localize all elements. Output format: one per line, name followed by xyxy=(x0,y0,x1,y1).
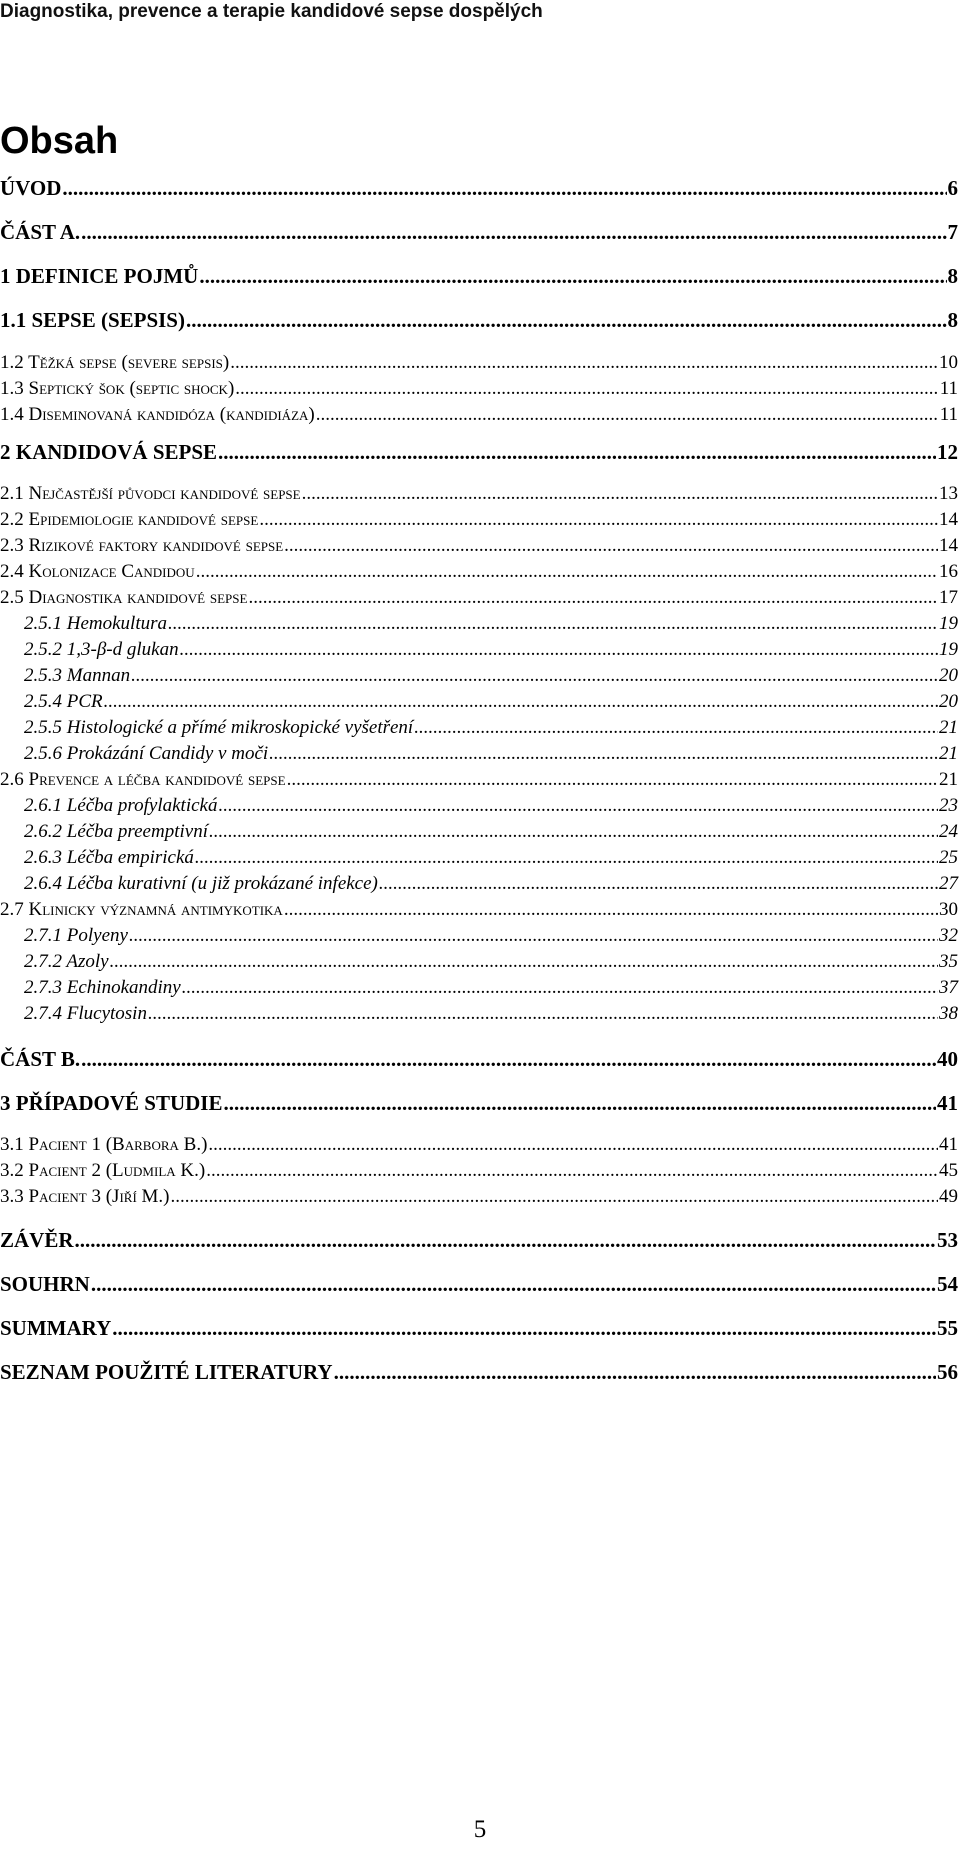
dot-leader xyxy=(235,378,938,400)
toc-entry-page: 16 xyxy=(939,561,958,582)
toc-entry-page: 23 xyxy=(939,795,958,816)
toc-heading: Obsah xyxy=(0,120,119,162)
toc-entry-page: 11 xyxy=(939,404,958,425)
dot-leader xyxy=(62,176,946,201)
toc-entry-2-7-4[interactable] xyxy=(0,1003,958,1029)
toc-entry-2-1[interactable] xyxy=(0,483,958,509)
toc-entry-page: 11 xyxy=(939,378,958,399)
toc-entry-page: 53 xyxy=(937,1228,958,1252)
toc-entry-page: 10 xyxy=(939,352,958,373)
dot-leader xyxy=(186,308,947,333)
toc-entry-label: ZÁVĚR xyxy=(0,1228,74,1252)
toc-entry-cast-b[interactable] xyxy=(0,1047,958,1073)
toc-entry-page: 55 xyxy=(937,1316,958,1340)
toc-entry-2[interactable] xyxy=(0,440,958,466)
toc-entry-3-3[interactable] xyxy=(0,1186,958,1212)
toc-entry-2-3[interactable] xyxy=(0,535,958,561)
dot-leader xyxy=(206,1160,938,1182)
toc-entry-page: 8 xyxy=(947,264,958,288)
dot-leader xyxy=(302,483,938,505)
toc-entry-label: 2.4 Kolonizace Candidou xyxy=(0,561,195,582)
toc-entry-page: 21 xyxy=(939,743,958,764)
toc-entry-page: 17 xyxy=(939,587,958,608)
toc-entry-souhrn[interactable] xyxy=(0,1272,958,1298)
toc-entry-page: 20 xyxy=(939,665,958,686)
toc-entry-label: 2.6.1 Léčba profylaktická xyxy=(24,795,218,816)
toc-entry-page: 21 xyxy=(939,717,958,738)
toc-entry-page: 40 xyxy=(937,1047,958,1071)
toc-entry-label: SUMMARY xyxy=(0,1316,112,1340)
toc-entry-uvod[interactable] xyxy=(0,176,958,202)
toc-entry-label: 2.7.4 Flucytosin xyxy=(24,1003,147,1024)
dot-leader xyxy=(223,1091,936,1116)
toc-entry-label: 2 KANDIDOVÁ SEPSE xyxy=(0,440,218,464)
toc-entry-page: 6 xyxy=(947,176,958,200)
toc-entry-2-7-3[interactable] xyxy=(0,977,958,1003)
dot-leader xyxy=(269,743,938,765)
toc-entry-page: 21 xyxy=(939,769,958,790)
toc-entry-page: 35 xyxy=(939,951,958,972)
toc-entry-label: 3.1 Pacient 1 (Barbora B.) xyxy=(0,1134,208,1155)
dot-leader xyxy=(379,873,938,895)
toc-entry-label: 2.5 Diagnostika kandidové sepse xyxy=(0,587,248,608)
dot-leader xyxy=(287,769,938,791)
toc-entry-2-4[interactable] xyxy=(0,561,958,587)
dot-leader xyxy=(259,509,938,531)
toc-entry-page: 7 xyxy=(947,220,958,244)
toc-entry-1[interactable] xyxy=(0,264,958,290)
toc-entry-2-5-4[interactable] xyxy=(0,691,958,717)
toc-entry-2-5[interactable] xyxy=(0,587,958,613)
toc-entry-label: SEZNAM POUŽITÉ LITERATURY xyxy=(0,1360,333,1384)
toc-entry-page: 27 xyxy=(939,873,958,894)
dot-leader xyxy=(284,535,938,557)
dot-leader xyxy=(75,1228,936,1253)
toc-entry-2-5-1[interactable] xyxy=(0,613,958,639)
toc-entry-page: 14 xyxy=(939,509,958,530)
toc-entry-page: 20 xyxy=(939,691,958,712)
toc-entry-label: 3.3 Pacient 3 (Jiří M.) xyxy=(0,1186,170,1207)
toc-entry-page: 30 xyxy=(939,899,958,920)
toc-entry-label: 2.1 Nejčastější původci kandidové sepse xyxy=(0,483,301,504)
toc-entry-label: 2.6.3 Léčba empirická xyxy=(24,847,194,868)
dot-leader xyxy=(248,587,938,609)
dot-leader xyxy=(148,1003,938,1025)
toc-entry-page: 24 xyxy=(939,821,958,842)
dot-leader xyxy=(196,561,938,583)
dot-leader xyxy=(208,1134,938,1156)
toc-entry-2-6[interactable] xyxy=(0,769,958,795)
toc-entry-page: 19 xyxy=(939,613,958,634)
toc-entry-3[interactable] xyxy=(0,1091,958,1117)
toc-entry-label: 1.2 Těžká sepse (severe sepsis) xyxy=(0,352,230,373)
toc-entry-label: 2.7.3 Echinokandiny xyxy=(24,977,181,998)
dot-leader xyxy=(112,1316,936,1341)
toc-entry-page: 25 xyxy=(939,847,958,868)
toc-entry-label: 2.7.2 Azoly xyxy=(24,951,109,972)
toc-entry-summary[interactable] xyxy=(0,1316,958,1342)
toc-entry-label: 3 PŘÍPADOVÉ STUDIE xyxy=(0,1091,223,1115)
toc-entry-label: 2.5.4 PCR xyxy=(24,691,103,712)
toc-entry-label: 3.2 Pacient 2 (Ludmila K.) xyxy=(0,1160,206,1181)
toc-entry-1-4[interactable] xyxy=(0,404,958,430)
dot-leader xyxy=(110,951,938,973)
toc-entry-2-2[interactable] xyxy=(0,509,958,535)
toc-entry-page: 32 xyxy=(939,925,958,946)
toc-entry-2-5-5[interactable] xyxy=(0,717,958,743)
toc-entry-label: 2.5.5 Histologické a přímé mikroskopické vyšetření xyxy=(24,717,414,738)
toc-entry-page: 38 xyxy=(939,1003,958,1024)
dot-leader xyxy=(284,899,938,921)
toc-entry-page: 12 xyxy=(937,440,958,464)
toc-entry-page: 41 xyxy=(939,1134,958,1155)
toc-entry-label: 2.3 Rizikové faktory kandidové sepse xyxy=(0,535,284,556)
toc-entry-page: 56 xyxy=(937,1360,958,1384)
toc-entry-zaver[interactable] xyxy=(0,1228,958,1254)
toc-entry-1-3[interactable] xyxy=(0,378,958,404)
toc-entry-page: 45 xyxy=(939,1160,958,1181)
toc-entry-page: 49 xyxy=(939,1186,958,1207)
dot-leader xyxy=(168,613,938,635)
toc-entry-literatura[interactable] xyxy=(0,1360,958,1386)
dot-leader xyxy=(218,440,936,465)
toc-entry-page: 19 xyxy=(939,639,958,660)
dot-leader xyxy=(129,925,938,947)
toc-entry-1-1[interactable] xyxy=(0,308,958,334)
dot-leader xyxy=(195,847,938,869)
toc-entry-label: 2.7 Klinicky významná antimykotika xyxy=(0,899,283,920)
toc-entry-page: 41 xyxy=(937,1091,958,1115)
dot-leader xyxy=(91,1272,936,1297)
toc-entry-label: 2.2 Epidemiologie kandidové sepse xyxy=(0,509,259,530)
dot-leader xyxy=(81,1047,936,1072)
dot-leader xyxy=(209,821,938,843)
toc-entry-1-2[interactable] xyxy=(0,352,958,378)
toc-entry-2-6-3[interactable] xyxy=(0,847,958,873)
toc-entry-label: 2.7.1 Polyeny xyxy=(24,925,128,946)
toc-entry-page: 37 xyxy=(939,977,958,998)
toc-entry-2-7-2[interactable] xyxy=(0,951,958,977)
toc-entry-2-7-1[interactable] xyxy=(0,925,958,951)
dot-leader xyxy=(334,1360,936,1385)
toc-entry-2-5-2[interactable] xyxy=(0,639,958,665)
toc-entry-label: 1.3 Septický šok (septic shock) xyxy=(0,378,235,399)
toc-entry-2-6-1[interactable] xyxy=(0,795,958,821)
dot-leader xyxy=(230,352,938,374)
toc-entry-label: 2.5.3 Mannan xyxy=(24,665,131,686)
toc-entry-label: 1.4 Diseminovaná kandidóza (kandidiáza) xyxy=(0,404,315,425)
toc-entry-label: 2.5.1 Hemokultura xyxy=(24,613,168,634)
toc-entry-label: 2.6.2 Léčba preemptivní xyxy=(24,821,208,842)
toc-entry-label: 2.6.4 Léčba kurativní (u již prokázané infekce) xyxy=(24,873,378,894)
toc-entry-2-6-4[interactable] xyxy=(0,873,958,899)
toc-entry-label: ÚVOD xyxy=(0,176,62,200)
toc-entry-2-5-6[interactable] xyxy=(0,743,958,769)
toc-entry-page: 13 xyxy=(939,483,958,504)
dot-leader xyxy=(316,404,939,426)
dot-leader xyxy=(104,691,938,713)
dot-leader xyxy=(180,639,938,661)
toc-entry-page: 54 xyxy=(937,1272,958,1296)
toc-entry-2-7[interactable] xyxy=(0,899,958,925)
dot-leader xyxy=(171,1186,939,1208)
dot-leader xyxy=(414,717,938,739)
dot-leader xyxy=(81,220,946,245)
toc-entry-label: 1.1 SEPSE (SEPSIS) xyxy=(0,308,185,332)
toc-entry-page: 14 xyxy=(939,535,958,556)
document-running-header: Diagnostika, prevence a terapie kandidové sepse dospělých xyxy=(0,1,543,22)
toc-entry-2-6-2[interactable] xyxy=(0,821,958,847)
toc-entry-label: SOUHRN xyxy=(0,1272,90,1296)
toc-entry-label: 1 DEFINICE POJMŮ xyxy=(0,264,199,288)
toc-entry-page: 8 xyxy=(947,308,958,332)
toc-entry-3-2[interactable] xyxy=(0,1160,958,1186)
toc-entry-label: ČÁST A. xyxy=(0,220,81,244)
toc-entry-3-1[interactable] xyxy=(0,1134,958,1160)
dot-leader xyxy=(131,665,938,687)
toc-entry-label: ČÁST B. xyxy=(0,1047,81,1071)
dot-leader xyxy=(218,795,938,817)
toc-entry-2-5-3[interactable] xyxy=(0,665,958,691)
toc-entry-label: 2.6 Prevence a léčba kandidové sepse xyxy=(0,769,286,790)
dot-leader xyxy=(199,264,946,289)
toc-entry-label: 2.5.2 1,3-β-d glukan xyxy=(24,639,179,660)
dot-leader xyxy=(182,977,938,999)
page-number: 5 xyxy=(473,1816,487,1843)
toc-entry-label: 2.5.6 Prokázání Candidy v moči xyxy=(24,743,269,764)
toc-entry-cast-a[interactable] xyxy=(0,220,958,246)
